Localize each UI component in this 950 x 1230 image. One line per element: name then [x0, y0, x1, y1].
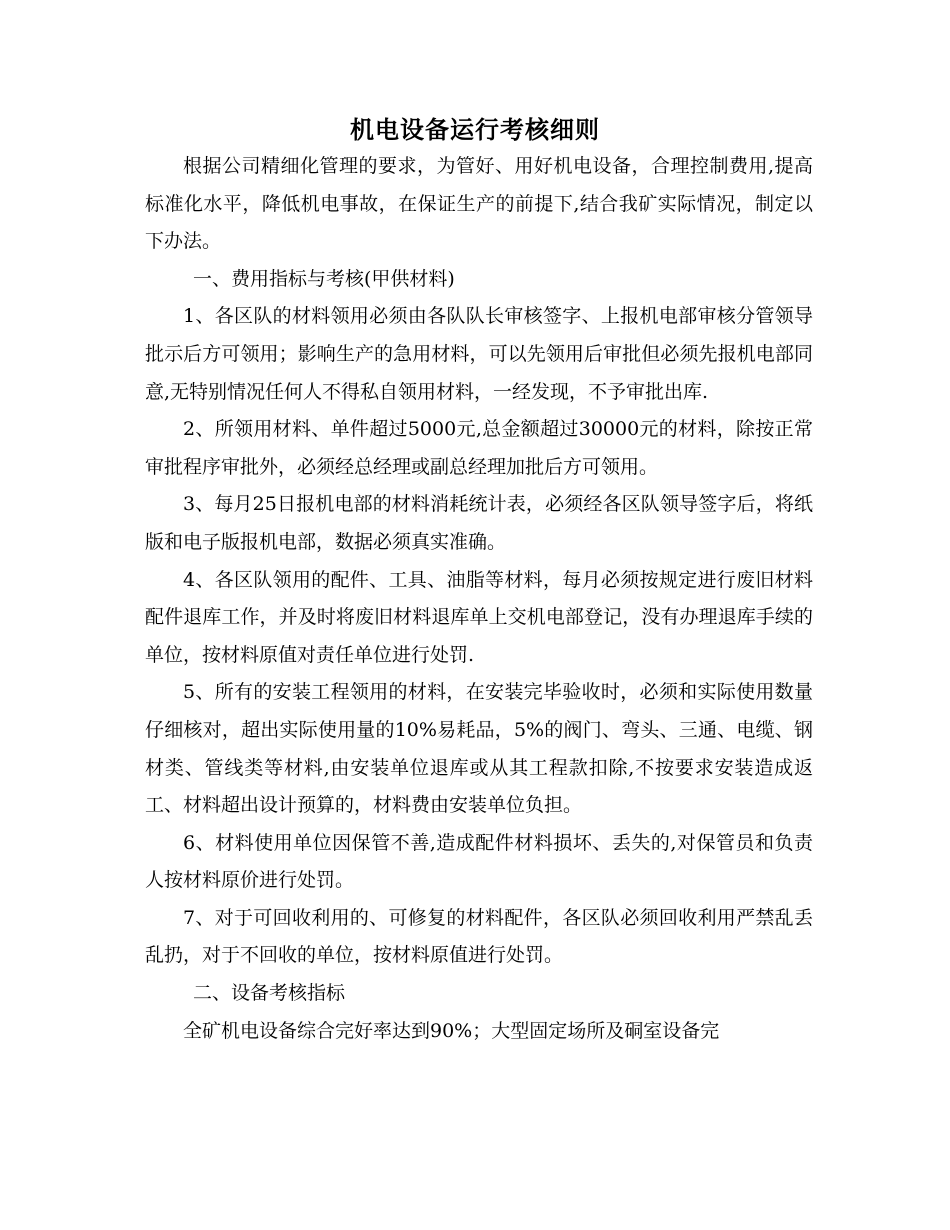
document-body [145, 148, 813, 1050]
equipment-target-paragraph: 全矿机电设备综合完好率达到90%；大型固定场所及硐室设备完 [183, 1019, 720, 1042]
clause-1-paragraph: 1、各区队的材料领用必须由各队队长审核签字、上报机电部审核分管领导批示后方可领用；影响生产的急用材料，可以先领用后审批但必须先报机电部同意,无特别情况任何人不得私自领用材料，一经发现，不予审批出库. [145, 305, 813, 403]
clause-3-paragraph: 3、每月25日报机电部的材料消耗统计表，必须经各区队领导签字后，将纸版和电子版报机电部，数据必须真实准确。 [145, 493, 813, 553]
section-heading-2: 二、设备考核指标 [193, 982, 346, 1005]
clause-2-paragraph: 2、所领用材料、单件超过5000元,总金额超过30000元的材料，除按正常审批程序审批外，必须经总经理或副总经理加批后方可领用。 [145, 418, 813, 478]
clause-5-paragraph: 5、所有的安装工程领用的材料，在安装完毕验收时，必须和实际使用数量仔细核对，超出实际使用量的10%易耗品，5%的阀门、弯头、三通、电缆、钢材类、管线类等材料,由安装单位退库或从其工程款扣除,不按要求安装造成返工、材料超出设计预算的，材料费由安装单位负担。 [145, 681, 813, 817]
clause-6-paragraph: 6、材料使用单位因保管不善,造成配件材料损坏、丢失的,对保管员和负责人按材料原价进行处罚。 [145, 831, 813, 892]
section-heading-1: 一、费用指标与考核(甲供材料) [193, 267, 455, 290]
clause-7-paragraph: 7、对于可回收利用的、可修复的材料配件，各区队必须回收利用严禁乱丢乱扔，对于不回收的单位，按材料原值进行处罚。 [145, 906, 813, 967]
document-title: 机电设备运行考核细则 [350, 115, 600, 144]
intro-paragraph: 根据公司精细化管理的要求，为管好、用好机电设备，合理控制费用,提高标准化水平，降低机电事故，在保证生产的前提下,结合我矿实际情况，制定以下办法。 [145, 155, 813, 253]
clause-4-paragraph: 4、各区队领用的配件、工具、油脂等材料，每月必须按规定进行废旧材料配件退库工作，并及时将废旧材料退库单上交机电部登记，没有办理退库手续的单位，按材料原值对责任单位进行处罚. [145, 568, 813, 666]
